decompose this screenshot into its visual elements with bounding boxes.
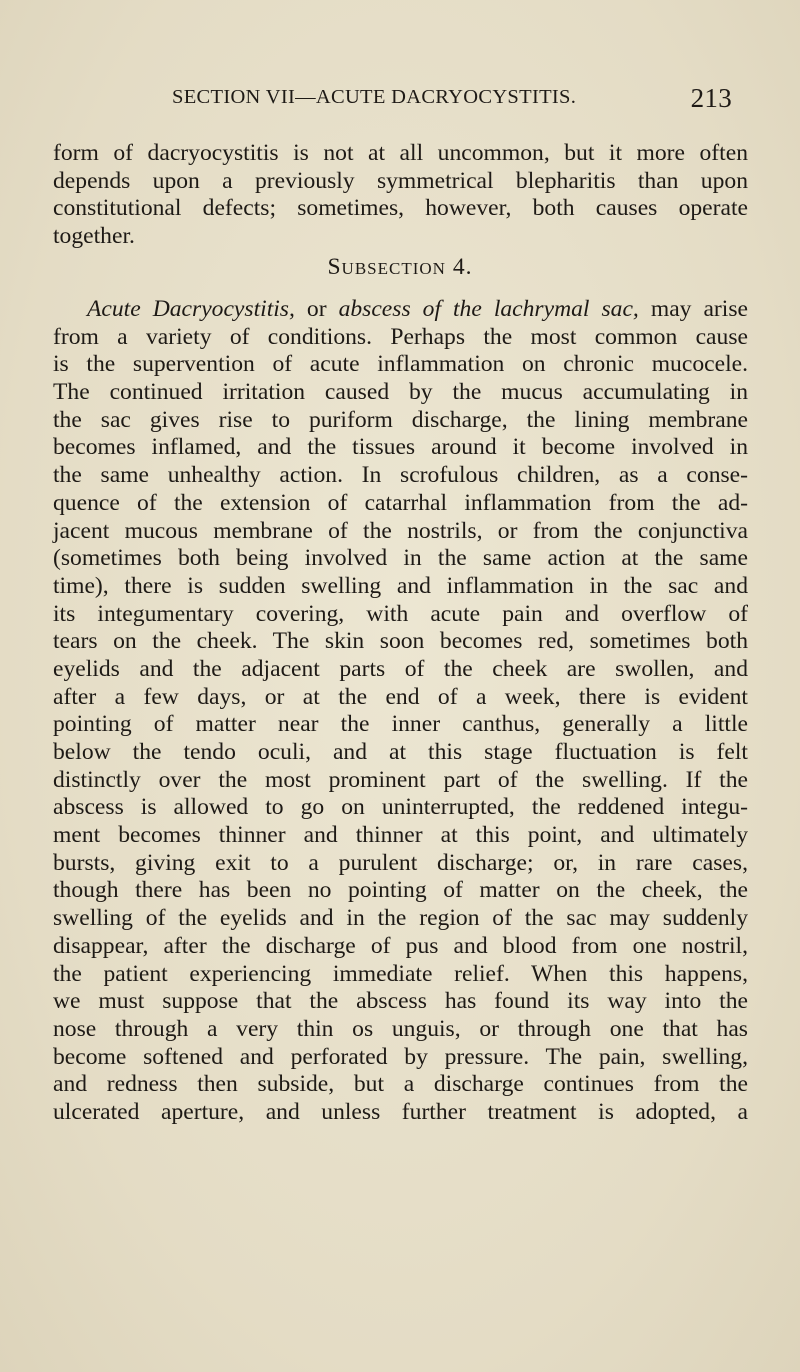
text-line: (sometimes both being involved in the same action at the same — [53, 545, 748, 572]
text-line: jacent mucous membrane of the nostrils, or from the conjunctiva — [53, 517, 748, 544]
text-line: pointing of matter near the inner canthus, generally a little — [53, 711, 748, 738]
text-line: becomes inflamed, and the tissues around it become involved in — [53, 434, 748, 461]
text-line: the sac gives rise to puriform discharge, the lining membrane — [53, 406, 748, 433]
text-line: form of dacryocystitis is not at all uncommon, but it more often — [53, 140, 748, 166]
text-run: or — [294, 296, 339, 322]
text-line: time), there is sudden swelling and inflammation in the sac and — [53, 572, 748, 599]
text-line: below the tendo oculi, and at this stage fluctuation is felt — [53, 739, 748, 765]
text-line: distinctly over the most prominent part of the swelling. If the — [53, 766, 748, 793]
italic-term: abscess of the lachrymal sac, — [338, 296, 639, 322]
text-line: nose through a very thin os unguis, or through one that has — [53, 1015, 748, 1042]
text-line: we must suppose that the abscess has found its way into the — [53, 988, 748, 1015]
text-run: may arise — [638, 296, 748, 322]
text-line: constitutional defects; sometimes, however, both causes operate — [53, 195, 748, 222]
text-line: become softened and perforated by pressure. The pain, swelling, — [53, 1043, 748, 1070]
text-line: its integumentary covering, with acute pain and overflow of — [53, 600, 748, 627]
text-line: the patient experiencing immediate relief. When this happens, — [53, 960, 748, 987]
text-line: is the supervention of acute inflammation on chronic mucocele. — [53, 351, 748, 378]
text-line: bursts, giving exit to a purulent discharge; or, in rare cases, — [53, 849, 748, 876]
text-line: from a variety of conditions. Perhaps the most common cause — [53, 323, 748, 350]
text-line: disappear, after the discharge of pus and blood from one nostril, — [53, 932, 748, 959]
text-line: swelling of the eyelids and in the region of the sac may suddenly — [53, 905, 748, 932]
text-line: The continued irritation caused by the mucus accumulating in — [53, 379, 748, 406]
italic-term: Acute Dacryocystitis, — [87, 296, 295, 322]
text-line: abscess is allowed to go on uninterrupted, the reddened integu- — [53, 794, 748, 821]
text-line: eyelids and the adjacent parts of the cheek are swollen, and — [53, 655, 748, 682]
paragraph-1 — [53, 140, 748, 251]
text-line: and redness then subside, but a discharge continues from the — [53, 1071, 748, 1098]
text-line: together. — [53, 223, 135, 250]
page-number: 213 — [690, 83, 732, 113]
paragraph-2 — [53, 296, 748, 1127]
text-line: the same unhealthy action. In scrofulous children, as a conse- — [53, 462, 748, 489]
subsection-heading: Subsection 4. — [327, 254, 473, 280]
text-line-first — [53, 296, 748, 324]
text-line: tears on the cheek. The skin soon becomes red, sometimes both — [53, 628, 748, 655]
text-line: quence of the extension of catarrhal inflammation from the ad- — [53, 489, 748, 516]
running-title: SECTION VII—ACUTE DACRYOCYSTITIS. — [172, 86, 577, 108]
text-line: though there has been no pointing of matter on the cheek, the — [53, 877, 748, 904]
text-line: depends upon a previously symmetrical blepharitis than upon — [53, 167, 748, 194]
text-line: ment becomes thinner and thinner at this point, and ultimately — [53, 822, 748, 849]
text-line: ulcerated aperture, and unless further treatment is adopted, a — [53, 1098, 748, 1125]
text-line: after a few days, or at the end of a week, there is evident — [53, 683, 748, 710]
